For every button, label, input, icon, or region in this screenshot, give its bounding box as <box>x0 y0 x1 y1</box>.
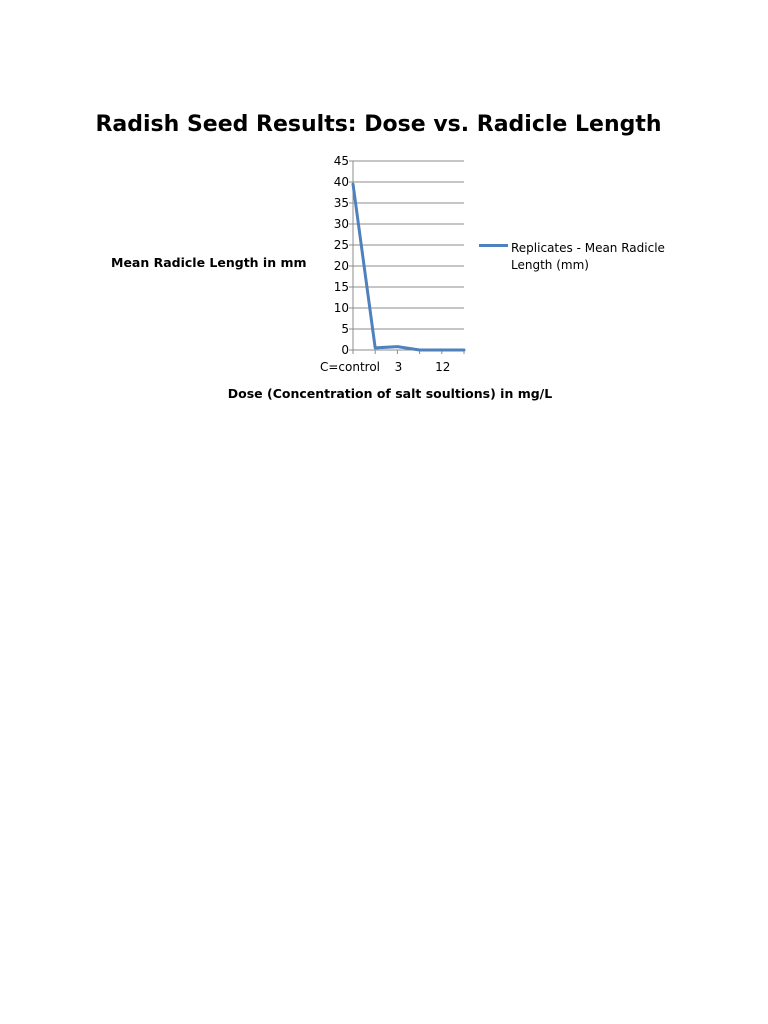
chart-title: Radish Seed Results: Dose vs. Radicle Length <box>95 112 662 137</box>
legend-label: Replicates - Mean Radicle Length (mm) <box>511 241 665 272</box>
x-axis-title: Dose (Concentration of salt soultions) in mg/L <box>227 386 553 401</box>
y-tick-label: 40 <box>333 175 349 189</box>
x-tick-label: C=control <box>319 360 381 374</box>
x-tick-label: 3 <box>394 360 403 374</box>
y-tick-label: 35 <box>333 196 349 210</box>
y-tick-label: 25 <box>333 238 349 252</box>
y-axis-title: Mean Radicle Length in mm <box>111 255 307 270</box>
y-tick-label: 20 <box>333 259 349 273</box>
y-tick-label: 5 <box>341 322 349 336</box>
series-line <box>353 184 464 350</box>
y-tick-label: 45 <box>333 154 349 168</box>
y-tick-label: 15 <box>333 280 349 294</box>
x-tick-label: 12 <box>435 360 451 374</box>
legend-swatch <box>479 244 508 247</box>
y-tick-label: 10 <box>333 301 349 315</box>
y-tick-label: 30 <box>333 217 349 231</box>
y-tick-label: 0 <box>341 343 349 357</box>
